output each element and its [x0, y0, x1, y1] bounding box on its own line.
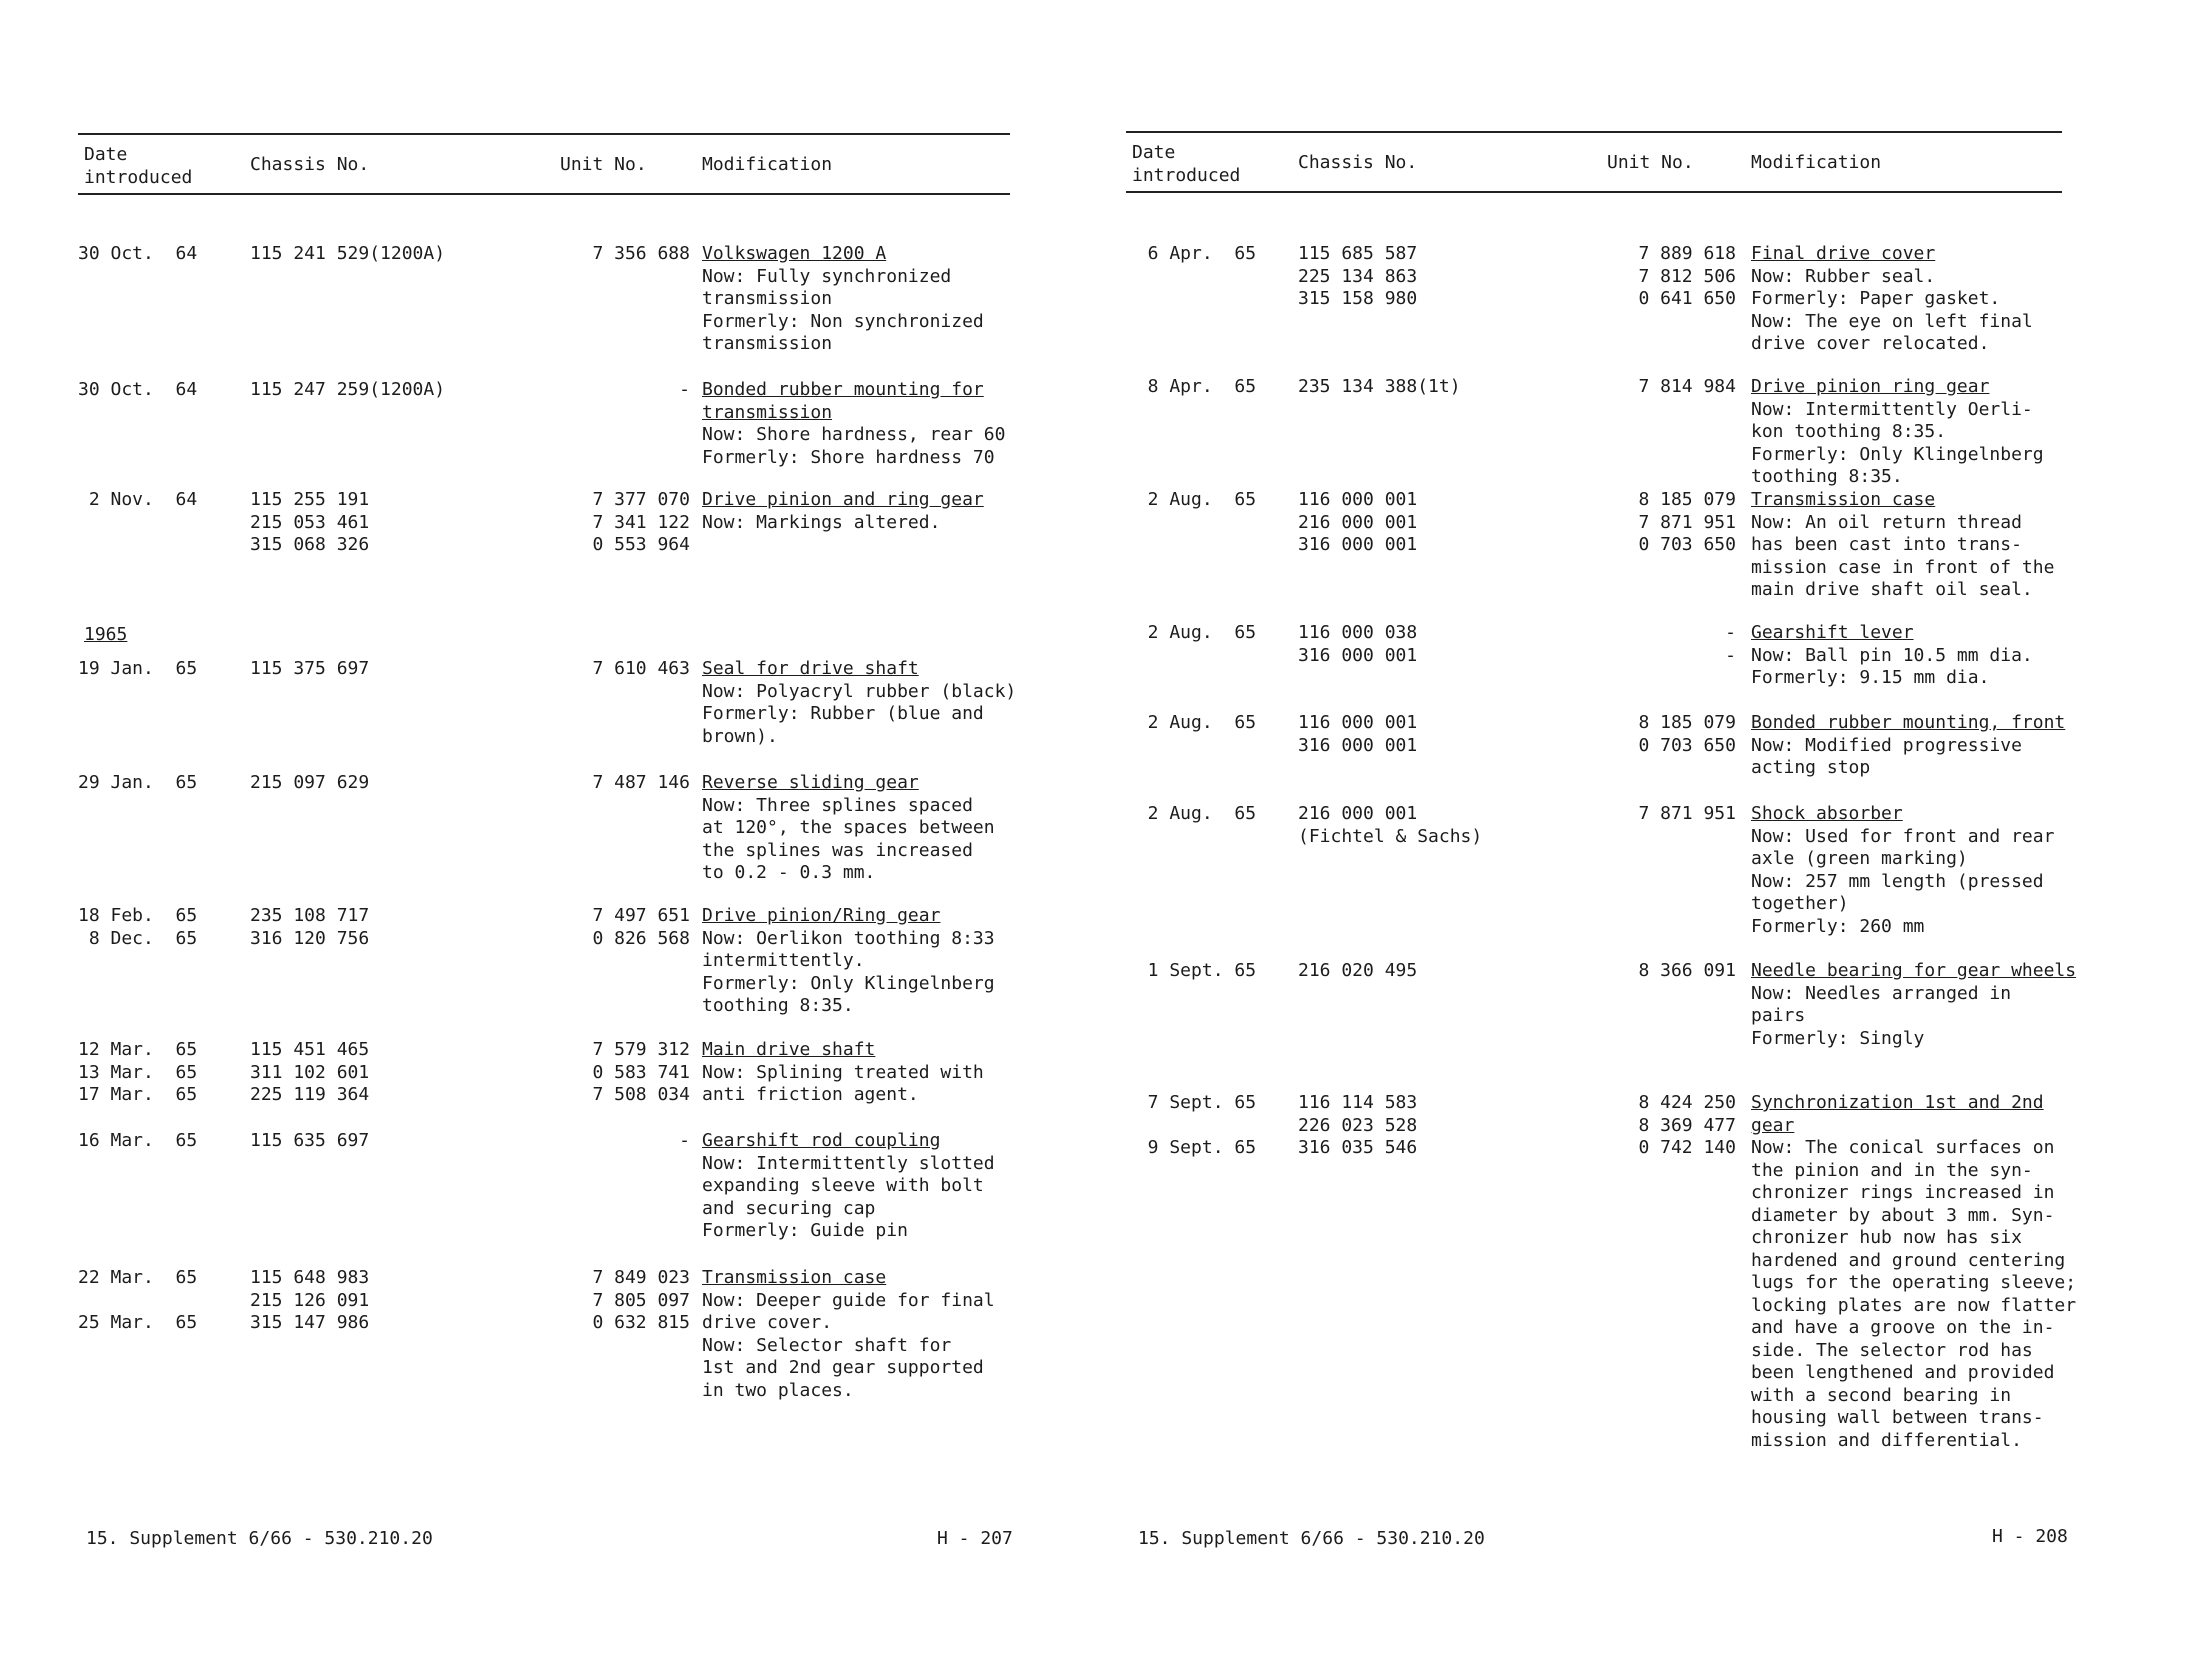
unit-cell	[508, 1130, 690, 1153]
modification-line: in two places.	[702, 1379, 854, 1401]
date-cell-value: 2 Aug. 65	[1126, 489, 1257, 510]
modification-title: Drive pinion/Ring gear	[702, 905, 941, 926]
modification-line: drive cover.	[702, 1312, 833, 1333]
page-right	[1104, 0, 2208, 1672]
modification-line: together)	[1751, 893, 1849, 914]
chassis-cell-value: 116 114 583	[1298, 1092, 1418, 1113]
date-cell	[78, 905, 197, 950]
unit-cell-value: -	[1725, 644, 1736, 666]
footer-reference: 15. Supplement 6/66 - 530.210.20	[1138, 1528, 1485, 1549]
chassis-cell	[1298, 712, 1417, 757]
date-cell-value: 13 Mar. 65	[78, 1061, 198, 1083]
modification-title: Shock absorber	[1751, 803, 1903, 824]
unit-cell-value: 7 805 097	[592, 1289, 690, 1311]
modification-line: drive cover relocated.	[1751, 333, 1990, 354]
date-cell-value: 2 Nov. 64	[78, 489, 198, 510]
modification-cell	[702, 489, 1032, 534]
modification-title: Final drive cover	[1751, 243, 1936, 264]
modification-line: Now: The conical surfaces on	[1751, 1137, 2055, 1158]
unit-cell	[1556, 376, 1736, 399]
chassis-cell-value: 225 134 863	[1298, 265, 1418, 287]
date-cell	[78, 1130, 197, 1153]
modification-line: Now: Three splines spaced	[702, 794, 973, 816]
modification-line: main drive shaft oil seal.	[1751, 579, 2033, 600]
chassis-cell-value: 215 126 091	[250, 1289, 370, 1311]
unit-cell	[508, 658, 690, 681]
modification-cell	[702, 243, 1032, 356]
chassis-cell-value: 315 147 986	[250, 1312, 370, 1333]
header-chassis-no: Chassis No.	[250, 154, 370, 175]
chassis-cell	[1298, 376, 1461, 399]
unit-cell-value: 7 812 506	[1638, 265, 1736, 287]
unit-cell-value: 0 632 815	[592, 1312, 690, 1333]
unit-cell	[508, 772, 690, 795]
chassis-cell	[250, 489, 369, 557]
modification-line: and have a groove on the in-	[1751, 1317, 2055, 1338]
modification-line: kon toothing 8:35.	[1751, 421, 1947, 442]
modification-line: Now: Deeper guide for final	[702, 1289, 995, 1311]
chassis-cell	[250, 243, 445, 266]
date-cell	[1126, 803, 1256, 826]
modification-cell	[1751, 376, 2096, 489]
unit-cell	[1556, 803, 1736, 826]
modification-line: Now: Splining treated with	[702, 1061, 984, 1083]
modification-line: intermittently.	[702, 950, 865, 971]
date-cell-value	[1126, 1115, 1256, 1138]
date-cell-value: 18 Feb. 65	[78, 905, 198, 926]
modification-title: Drive pinion and ring gear	[702, 489, 984, 510]
page-number: H - 207	[937, 1528, 1013, 1549]
chassis-cell-value: 215 053 461	[250, 511, 370, 533]
chassis-cell-value: 235 108 717	[250, 905, 370, 926]
date-cell	[78, 1039, 197, 1107]
modification-line: transmission	[702, 288, 833, 309]
header-chassis-no: Chassis No.	[1298, 152, 1418, 173]
unit-cell-value: 0 703 650	[1638, 734, 1736, 756]
modification-line: Now: Rubber seal.	[1751, 265, 1936, 287]
modification-line: expanding sleeve with bolt	[702, 1175, 984, 1196]
unit-cell-value: 7 610 463	[592, 658, 690, 679]
modification-line: Formerly: Rubber (blue and	[702, 703, 984, 724]
modification-table-left	[78, 133, 1017, 1495]
modification-line: locking plates are now flatter	[1751, 1294, 2077, 1316]
modification-line: mission case in front of the	[1751, 556, 2055, 578]
chassis-cell-value: 216 000 001	[1298, 803, 1418, 824]
modification-cell	[702, 658, 1032, 748]
unit-cell	[508, 1039, 690, 1107]
chassis-cell-value: 235 134 388(1t)	[1298, 376, 1461, 397]
date-cell-value: 7 Sept. 65	[1126, 1092, 1257, 1113]
chassis-cell-value: 225 119 364	[250, 1084, 370, 1105]
modification-line: and securing cap	[702, 1197, 876, 1219]
date-cell-value: 8 Apr. 65	[1126, 376, 1257, 397]
unit-cell-value: 7 871 951	[1638, 511, 1736, 533]
chassis-cell-value: 115 648 983	[250, 1267, 370, 1288]
unit-cell-value: 0 641 650	[1638, 288, 1736, 309]
unit-cell-value: 8 369 477	[1638, 1114, 1736, 1136]
modification-line: Now: Shore hardness, rear 60	[702, 424, 1006, 445]
chassis-cell-value: 316 000 001	[1298, 534, 1418, 555]
chassis-cell-value: 116 000 001	[1298, 712, 1418, 733]
unit-cell-value: 7 487 146	[592, 772, 690, 793]
modification-cell	[702, 1267, 1032, 1402]
unit-cell	[1556, 712, 1736, 757]
date-cell-value: 2 Aug. 65	[1126, 712, 1257, 733]
date-cell	[1126, 376, 1256, 399]
modification-line: Now: Markings altered.	[702, 511, 941, 533]
date-cell	[1126, 622, 1256, 645]
modification-line: anti friction agent.	[702, 1084, 919, 1105]
table-body	[1126, 193, 2077, 1493]
modification-line: Formerly: Guide pin	[702, 1220, 908, 1241]
chassis-cell	[1298, 622, 1417, 667]
modification-line: been lengthened and provided	[1751, 1362, 2055, 1383]
chassis-cell-value: 216 020 495	[1298, 960, 1418, 981]
modification-line: Now: Selector shaft for	[702, 1334, 952, 1356]
modification-line: Formerly: Only Klingelnberg	[702, 972, 995, 994]
modification-line: pairs	[1751, 1005, 1806, 1026]
modification-line: 1st and 2nd gear supported	[702, 1357, 984, 1378]
modification-line: at 120°, the spaces between	[702, 817, 995, 838]
unit-cell-value: 7 508 034	[592, 1084, 690, 1105]
modification-title: Bonded rubber mounting, front	[1751, 712, 2066, 733]
date-cell-value: 1 Sept. 65	[1126, 960, 1257, 981]
date-cell-value	[78, 1290, 197, 1313]
chassis-cell-value: 115 241 529(1200A)	[250, 243, 446, 264]
chassis-cell-value: 316 000 001	[1298, 734, 1418, 756]
modification-line: Now: 257 mm length (pressed	[1751, 870, 2044, 892]
header-modification: Modification	[1751, 152, 1882, 173]
unit-cell-value: 0 826 568	[592, 927, 690, 949]
modification-title: Bonded rubber mounting for transmission	[702, 379, 984, 423]
unit-cell-value: 8 366 091	[1638, 960, 1736, 981]
modification-line: chronizer hub now has six	[1751, 1227, 2022, 1248]
modification-line: Formerly: 9.15 mm dia.	[1751, 667, 1990, 688]
unit-cell-value: -	[679, 379, 690, 400]
modification-title: Synchronization 1st and 2nd gear	[1751, 1092, 2044, 1136]
modification-cell	[1751, 622, 2096, 690]
page-left	[0, 0, 1104, 1672]
header-date-introduced: Date introduced	[1132, 142, 1241, 186]
chassis-cell-value: 115 375 697	[250, 658, 370, 679]
unit-cell-value: 8 424 250	[1638, 1092, 1736, 1113]
unit-cell-value: 0 553 964	[592, 534, 690, 555]
date-cell-value: 8 Dec. 65	[78, 927, 198, 949]
unit-cell	[1556, 243, 1736, 311]
table-header	[1126, 131, 2062, 193]
modification-cell	[702, 1130, 1032, 1243]
modification-table-right	[1126, 131, 2077, 1493]
date-cell	[78, 658, 197, 681]
date-cell	[78, 772, 197, 795]
modification-line: Formerly: Singly	[1751, 1027, 1925, 1049]
modification-cell	[1751, 803, 2096, 938]
unit-cell	[1556, 960, 1736, 983]
modification-cell	[702, 1039, 1032, 1107]
chassis-cell-value: 116 000 001	[1298, 489, 1418, 510]
date-cell-value: 25 Mar. 65	[78, 1312, 198, 1333]
modification-line: Formerly: Non synchronized	[702, 310, 984, 332]
modification-title: Transmission case	[1751, 489, 1936, 510]
date-cell-value: 17 Mar. 65	[78, 1084, 198, 1105]
chassis-cell-value: 115 635 697	[250, 1130, 370, 1151]
modification-line: lugs for the operating sleeve;	[1751, 1272, 2077, 1293]
date-cell-value: 16 Mar. 65	[78, 1130, 198, 1151]
unit-cell-value: 7 814 984	[1638, 376, 1736, 397]
chassis-cell	[1298, 243, 1417, 311]
unit-cell-value: 0 583 741	[592, 1061, 690, 1083]
date-cell	[1126, 712, 1256, 735]
modification-cell	[1751, 243, 2096, 356]
modification-cell	[1751, 712, 2096, 780]
date-cell	[1126, 489, 1256, 512]
modification-line: Now: The eye on left final	[1751, 310, 2033, 332]
unit-cell-value: -	[679, 1130, 690, 1151]
unit-cell-value: 7 377 070	[592, 489, 690, 510]
modification-cell	[1751, 960, 2096, 1050]
chassis-cell	[250, 905, 369, 950]
unit-cell-value: 7 356 688	[592, 243, 690, 264]
unit-cell-value: 7 579 312	[592, 1039, 690, 1060]
chassis-cell-value: 316 035 546	[1298, 1137, 1418, 1158]
modification-cell	[1751, 1092, 2096, 1452]
header-unit-no: Unit No.	[1607, 152, 1694, 173]
modification-cell	[702, 905, 1032, 1018]
date-cell-value: 30 Oct. 64	[78, 379, 198, 400]
chassis-cell	[1298, 1092, 1417, 1160]
chassis-cell	[250, 772, 369, 795]
unit-cell-value: 7 497 651	[592, 905, 690, 926]
chassis-cell-value: 115 685 587	[1298, 243, 1418, 264]
table-body	[78, 195, 1017, 1495]
modification-line: mission and differential.	[1751, 1429, 2022, 1451]
date-cell	[1126, 1092, 1256, 1160]
chassis-cell-value: 315 068 326	[250, 534, 370, 555]
chassis-cell-value: (Fichtel & Sachs)	[1298, 825, 1483, 847]
modification-line: with a second bearing in	[1751, 1384, 2012, 1406]
date-cell	[1126, 960, 1256, 983]
unit-cell-value: 7 341 122	[592, 511, 690, 533]
modification-line: the splines was increased	[702, 839, 973, 861]
modification-title: Seal for drive shaft	[702, 658, 919, 679]
header-date-introduced: Date introduced	[84, 144, 193, 188]
modification-line: Formerly: Shore hardness 70	[702, 446, 995, 468]
date-cell-value: 29 Jan. 65	[78, 772, 198, 793]
modification-line: toothing 8:35.	[1751, 466, 1903, 487]
chassis-cell-value: 115 255 191	[250, 489, 370, 510]
modification-title: Gearshift lever	[1751, 622, 1914, 643]
unit-cell-value: 8 185 079	[1638, 712, 1736, 733]
modification-line: toothing 8:35.	[702, 995, 854, 1016]
unit-cell-value: 0 742 140	[1638, 1137, 1736, 1158]
chassis-cell	[1298, 960, 1417, 983]
unit-cell-value: 0 703 650	[1638, 534, 1736, 555]
chassis-cell-value: 115 247 259(1200A)	[250, 379, 446, 400]
modification-title: Drive pinion ring gear	[1751, 376, 1990, 397]
unit-cell	[508, 489, 690, 557]
modification-line: housing wall between trans-	[1751, 1407, 2044, 1428]
modification-line: Now: Intermittently Oerli-	[1751, 398, 2033, 420]
modification-line: hardened and ground centering	[1751, 1249, 2066, 1271]
chassis-cell	[250, 1039, 369, 1107]
chassis-cell-value: 315 158 980	[1298, 288, 1418, 309]
modification-line: Formerly: Paper gasket.	[1751, 288, 2001, 309]
modification-line: diameter by about 3 mm. Syn-	[1751, 1204, 2055, 1226]
chassis-cell-value: 311 102 601	[250, 1061, 370, 1083]
modification-cell	[1751, 489, 2096, 602]
unit-cell	[508, 905, 690, 950]
modification-line: brown).	[702, 725, 778, 747]
modification-line: axle (green marking)	[1751, 848, 1968, 869]
unit-cell	[1556, 489, 1736, 557]
chassis-cell	[250, 1267, 369, 1335]
modification-line: Now: Used for front and rear	[1751, 825, 2055, 847]
modification-line: transmission	[702, 333, 833, 354]
year-heading: 1965	[84, 624, 128, 645]
modification-line: chronizer rings increased in	[1751, 1182, 2055, 1203]
modification-line: acting stop	[1751, 757, 1871, 778]
footer-reference: 15. Supplement 6/66 - 530.210.20	[86, 1528, 433, 1549]
unit-cell-value: 7 889 618	[1638, 243, 1736, 264]
date-cell-value: 2 Aug. 65	[1126, 803, 1257, 824]
modification-line: Now: Ball pin 10.5 mm dia.	[1751, 644, 2033, 666]
date-cell	[78, 379, 197, 402]
chassis-cell	[250, 658, 369, 681]
date-cell-value: 2 Aug. 65	[1126, 622, 1257, 643]
chassis-cell-value: 116 000 038	[1298, 622, 1418, 643]
unit-cell	[1556, 1092, 1736, 1160]
modification-line: Now: Polyacryl rubber (black)	[702, 680, 1017, 702]
header-modification: Modification	[702, 154, 833, 175]
modification-line: Formerly: Only Klingelnberg	[1751, 443, 2044, 465]
date-cell-value: 19 Jan. 65	[78, 658, 198, 679]
chassis-cell-value: 215 097 629	[250, 772, 370, 793]
date-cell	[78, 243, 197, 266]
table-header	[78, 133, 1010, 195]
chassis-cell-value: 226 023 528	[1298, 1114, 1418, 1136]
modification-title: Gearshift rod coupling	[702, 1130, 941, 1151]
unit-cell-value: 7 871 951	[1638, 803, 1736, 824]
modification-title: Reverse sliding gear	[702, 772, 919, 793]
modification-title: Needle bearing for gear wheels	[1751, 960, 2077, 981]
modification-line: has been cast into trans-	[1751, 534, 2022, 555]
modification-line: Now: Needles arranged in	[1751, 982, 2012, 1004]
unit-cell	[508, 243, 690, 266]
modification-title: Main drive shaft	[702, 1039, 876, 1060]
unit-cell	[508, 1267, 690, 1335]
modification-title: Volkswagen 1200 A	[702, 243, 887, 264]
unit-cell-value: 8 185 079	[1638, 489, 1736, 510]
unit-cell	[508, 379, 690, 402]
modification-cell	[702, 379, 1032, 469]
date-cell	[78, 1267, 197, 1335]
chassis-cell-value: 316 120 756	[250, 927, 370, 949]
modification-line: Now: Fully synchronized	[702, 265, 952, 287]
chassis-cell-value: 316 000 001	[1298, 644, 1418, 666]
chassis-cell	[1298, 803, 1482, 848]
date-cell-value: 22 Mar. 65	[78, 1267, 198, 1288]
date-cell-value: 30 Oct. 64	[78, 243, 198, 264]
date-cell-value: 12 Mar. 65	[78, 1039, 198, 1060]
chassis-cell	[1298, 489, 1417, 557]
chassis-cell	[250, 379, 445, 402]
unit-cell-value: 7 849 023	[592, 1267, 690, 1288]
modification-line: to 0.2 - 0.3 mm.	[702, 862, 876, 883]
modification-line: Now: Intermittently slotted	[702, 1152, 995, 1174]
unit-cell	[1556, 622, 1736, 667]
modification-line: Now: Modified progressive	[1751, 734, 2022, 756]
modification-line: Now: Oerlikon toothing 8:33	[702, 927, 995, 949]
page-number: H - 208	[1992, 1526, 2068, 1547]
modification-line: Now: An oil return thread	[1751, 511, 2022, 533]
modification-line: the pinion and in the syn-	[1751, 1159, 2033, 1181]
modification-cell	[702, 772, 1032, 885]
modification-title: Transmission case	[702, 1267, 887, 1288]
chassis-cell	[250, 1130, 369, 1153]
date-cell-value: 6 Apr. 65	[1126, 243, 1257, 264]
header-unit-no: Unit No.	[560, 154, 647, 175]
chassis-cell-value: 115 451 465	[250, 1039, 370, 1060]
unit-cell-value: -	[1725, 622, 1736, 643]
modification-line: Formerly: 260 mm	[1751, 915, 1925, 937]
chassis-cell-value: 216 000 001	[1298, 511, 1418, 533]
date-cell	[1126, 243, 1256, 266]
date-cell-value: 9 Sept. 65	[1126, 1137, 1257, 1158]
date-cell	[78, 489, 197, 512]
modification-line: side. The selector rod has	[1751, 1339, 2033, 1361]
